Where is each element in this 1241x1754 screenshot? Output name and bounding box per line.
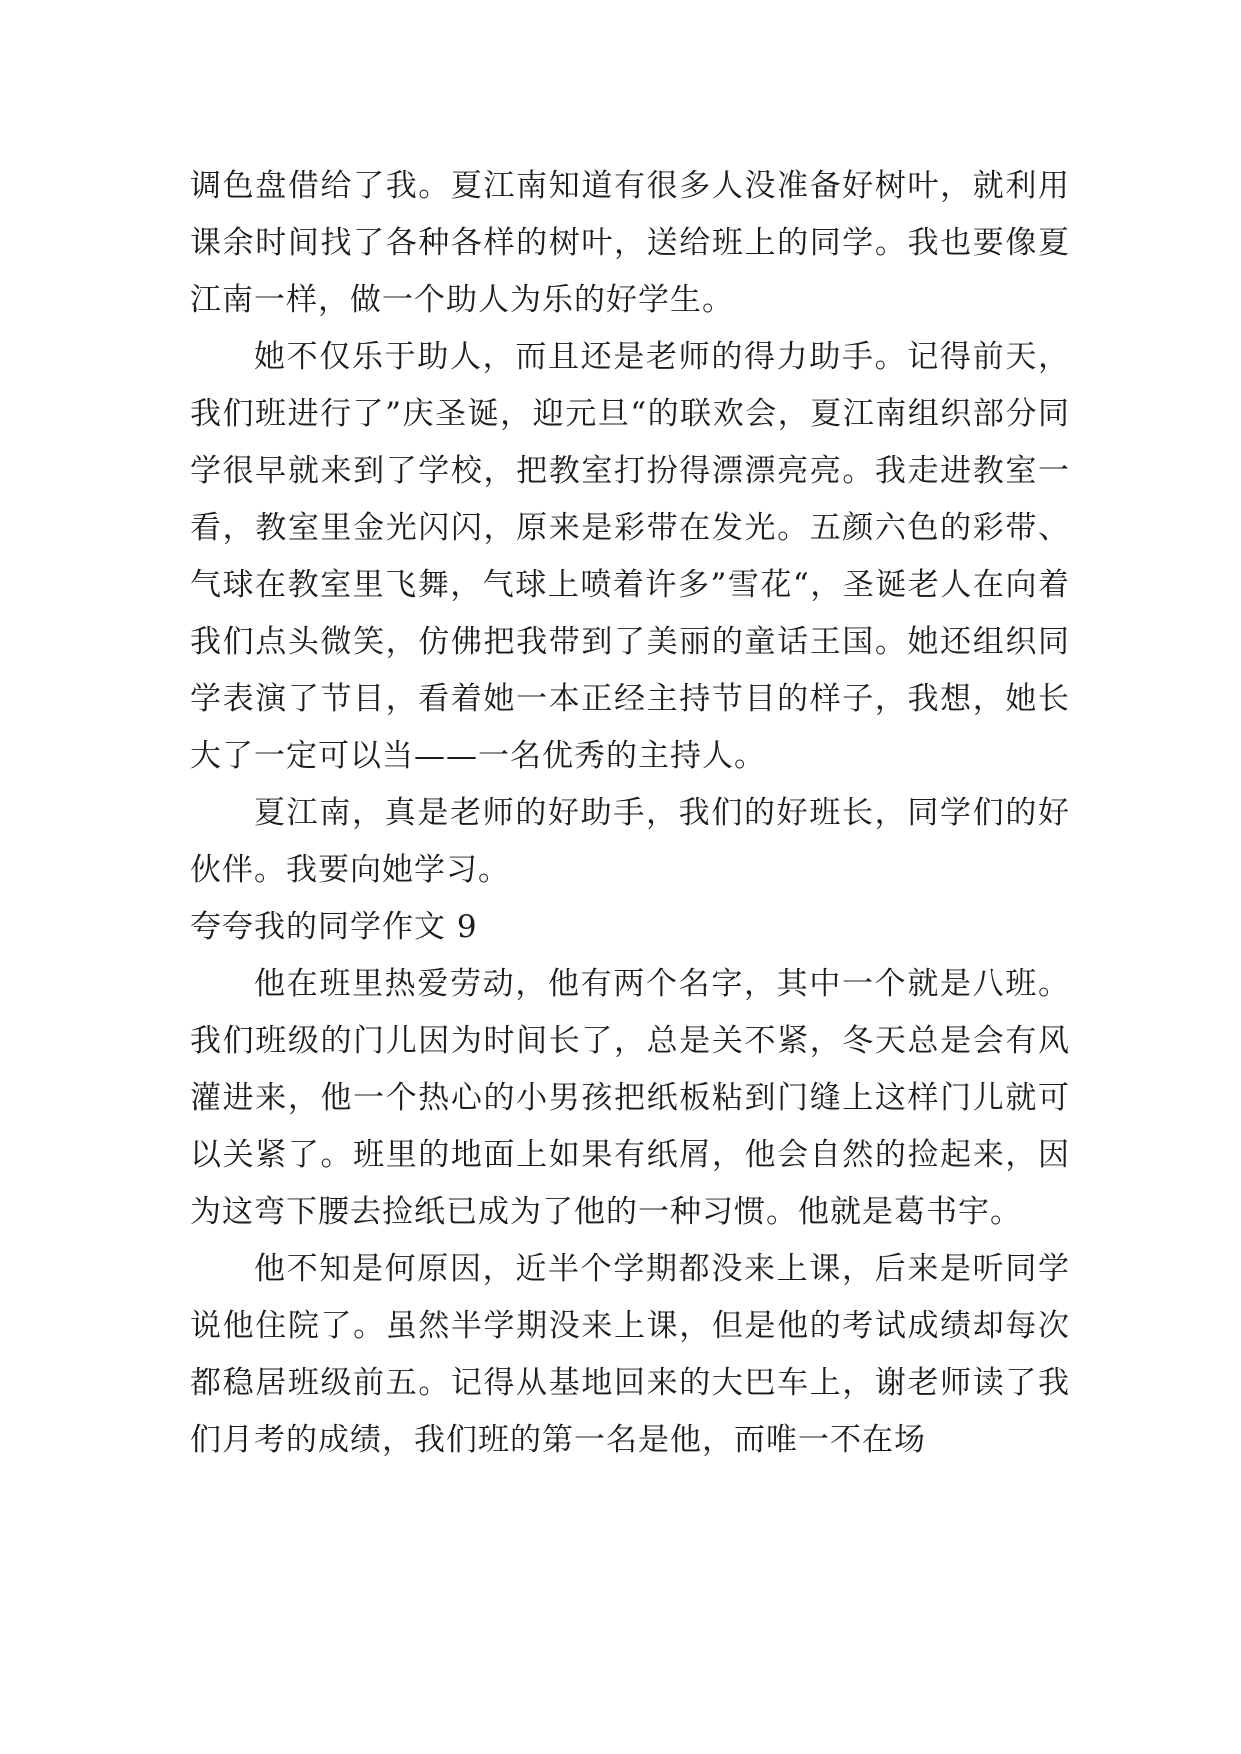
- paragraph-5: 他不知是何原因，近半个学期都没来上课，后来是听同学说他住院了。虽然半学期没来上课，但是他的考试成绩却每次都稳居班级前五。记得从基地回来的大巴车上，谢老师读了我们月考的成绩，我们班的第一名是他，而唯一不在场: [190, 1251, 1070, 1458]
- paragraph-1: 调色盘借给了我。夏江南知道有很多人没准备好树叶，就利用课余时间找了各种各样的树叶，送给班上的同学。我也要像夏江南一样，做一个助人为乐的好学生。: [190, 168, 1070, 318]
- paragraph-4: 他在班里热爱劳动，他有两个名字，其中一个就是八班。我们班级的门儿因为时间长了，总是关不紧，冬天总是会有风灌进来，他一个热心的小男孩把纸板粘到门缝上这样门儿就可以关紧了。班里的地面上如果有纸屑，他会自然的捡起来，因为这弯下腰去捡纸已成为了他的一种习惯。他就是葛书宇。: [190, 966, 1070, 1230]
- paragraph-3: 夏江南，真是老师的好助手，我们的好班长，同学们的好伙伴。我要向她学习。: [190, 795, 1070, 888]
- paragraph-2: 她不仅乐于助人，而且还是老师的得力助手。记得前天，我们班进行了”庆圣诞，迎元旦“的联欢会，夏江南组织部分同学很早就来到了学校，把教室打扮得漂漂亮亮。我走进教室一看，教室里金光闪闪，原来是彩带在发光。五颜六色的彩带、气球在教室里飞舞，气球上喷着许多”雪花“，圣诞老人在向着我们点头微笑，仿佛把我带到了美丽的童话王国。她还组织同学表演了节目，看着她一本正经主持节目的样子，我想，她长大了一定可以当——一名优秀的主持人。: [190, 339, 1070, 774]
- section-heading: 夸夸我的同学作文 9: [190, 909, 478, 945]
- document-body: [190, 158, 1070, 1469]
